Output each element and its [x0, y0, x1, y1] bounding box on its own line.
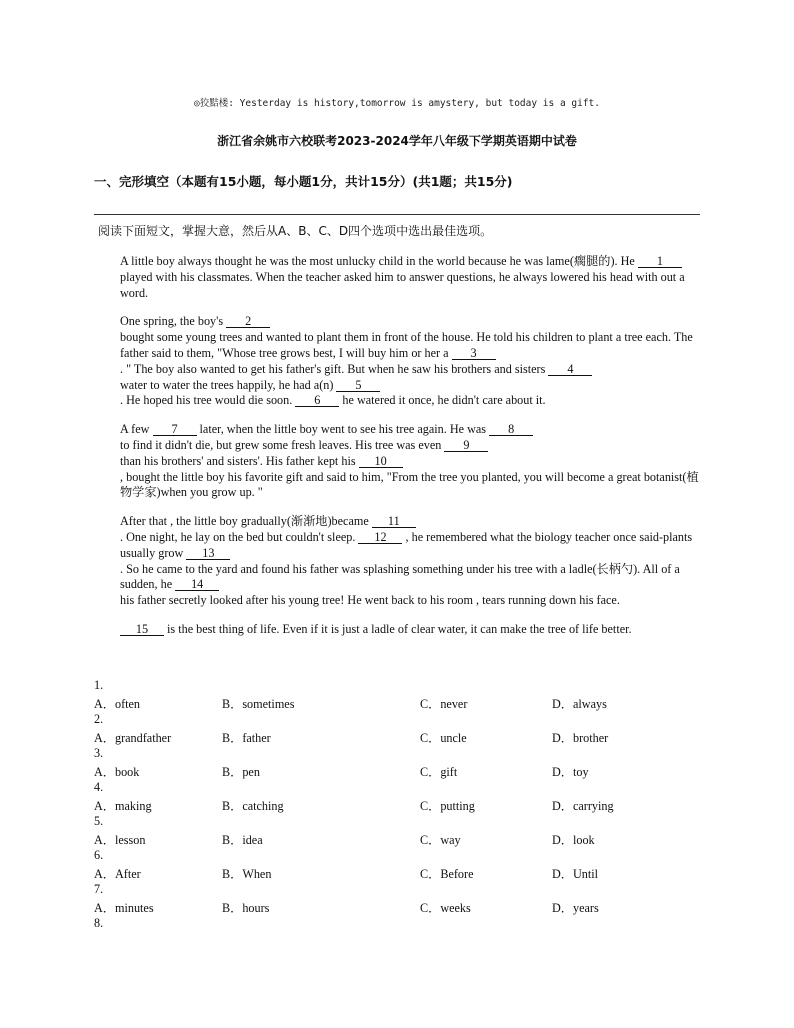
question-item: [94, 882, 700, 916]
answer-option[interactable]: A．After: [94, 867, 141, 881]
passage-text: his father secretly looked after his young tree! He went back to his room , tears running down his face.: [120, 593, 620, 608]
question-item: [94, 712, 700, 746]
instruction-text: 阅读下面短文，掌握大意，然后从A、B、C、D四个选项中选出最佳选项。: [98, 224, 493, 238]
passage-text: One spring, the boy's: [120, 314, 224, 329]
passage-text: A little boy always thought he was the most unlucky child in the world because he was lame(瘸腿的). He: [120, 254, 635, 268]
passage-text: , he remembered what the biology teacher once said-plants usually grow: [120, 529, 693, 560]
blank-2: 2: [226, 315, 270, 328]
question-item: [94, 678, 700, 712]
answer-option[interactable]: C．Before: [420, 867, 474, 881]
blank-11: 11: [372, 515, 416, 528]
answer-option[interactable]: D．brother: [552, 731, 609, 745]
answer-option[interactable]: C．way: [420, 833, 461, 847]
question-item: [94, 848, 700, 882]
passage-paragraph-5: [94, 622, 700, 638]
passage-text: . So he came to the yard and found his father was splashing something under his tree with a ladle(长柄勺). All of a sudden, he: [120, 561, 680, 592]
answer-option[interactable]: A．minutes: [94, 901, 154, 915]
answer-option[interactable]: C．never: [420, 697, 468, 711]
blank-12: 12: [358, 531, 402, 544]
answer-option[interactable]: D．always: [552, 697, 607, 711]
question-item: [94, 916, 700, 950]
answer-option[interactable]: D．carrying: [552, 799, 614, 813]
answer-option[interactable]: A．grandfather: [94, 731, 172, 745]
question-number: 1.: [94, 678, 104, 692]
question-number: 7.: [94, 882, 104, 896]
passage-text: bought some young trees and wanted to plant them in front of the house. He told his children to plant a tree each. The father said to them, "Whose tree grows best, I will buy him or her a: [120, 330, 693, 360]
passage-text: later, when the little boy went to see his tree again. He was: [199, 422, 487, 437]
blank-14: 14: [175, 578, 219, 591]
answer-option[interactable]: C．weeks: [420, 901, 471, 915]
question-item: [94, 746, 700, 780]
passage-text: played with his classmates. When the teacher asked him to answer questions, he always lowered his head with out a word.: [120, 269, 685, 300]
passage-text: , bought the little boy his favorite gift and said to him, "From the tree you planted, you will become a great botanist(植物学家)when you grow up. ": [120, 469, 699, 500]
exam-title: 浙江省余姚市六校联考2023-2024学年八年级下学期英语期中试卷: [217, 134, 577, 148]
cloze-passage: [94, 254, 700, 651]
question-number: 6.: [94, 848, 104, 862]
passage-text: . " The boy also wanted to get his father's gift. But when he saw his brothers and sisters: [120, 361, 546, 376]
passage-text: After that , the little boy gradually(渐渐地)became: [120, 514, 369, 529]
question-list: [94, 678, 700, 950]
blank-8: 8: [489, 423, 533, 436]
answer-option[interactable]: A．lesson: [94, 833, 146, 847]
question-number: 2.: [94, 712, 104, 726]
answer-option[interactable]: A．making: [94, 799, 152, 813]
answer-option[interactable]: B．hours: [222, 901, 270, 915]
passage-paragraph-3: [94, 422, 700, 501]
answer-option[interactable]: D．toy: [552, 765, 589, 779]
blank-7: 7: [153, 423, 197, 436]
answer-option[interactable]: C．uncle: [420, 731, 467, 745]
passage-text: than his brothers' and sisters'. His father kept his: [120, 453, 356, 468]
blank-3: 3: [452, 347, 496, 360]
question-number: 8.: [94, 916, 104, 930]
answer-option[interactable]: D．Until: [552, 867, 599, 881]
answer-option[interactable]: B．sometimes: [222, 697, 295, 711]
question-item: [94, 814, 700, 848]
section-heading: 一、完形填空（本题有15小题，每小题1分，共计15分）(共1题；共15分): [94, 174, 513, 189]
passage-text: . He hoped his tree would die soon.: [120, 393, 293, 408]
answer-option[interactable]: D．look: [552, 833, 595, 847]
blank-1: 1: [638, 255, 682, 268]
passage-paragraph-1: [94, 254, 700, 301]
blank-10: 10: [359, 455, 403, 468]
passage-text: water to water the trees happily, he had a(n): [120, 377, 334, 392]
blank-9: 9: [444, 439, 488, 452]
passage-paragraph-2: [94, 314, 700, 409]
question-number: 3.: [94, 746, 104, 760]
answer-option[interactable]: B．pen: [222, 765, 260, 779]
motto-line: ◎狡黠楼: Yesterday is history,tomorrow is amystery, but today is a gift.: [194, 98, 600, 109]
blank-15: 15: [120, 623, 164, 636]
passage-paragraph-4: [94, 514, 700, 609]
passage-text: . One night, he lay on the bed but couldn't sleep.: [120, 529, 356, 544]
answer-option[interactable]: B．father: [222, 731, 271, 745]
answer-option[interactable]: C．gift: [420, 765, 458, 779]
question-item: [94, 780, 700, 814]
answer-option[interactable]: A．book: [94, 765, 140, 779]
question-number: 4.: [94, 780, 104, 794]
answer-option[interactable]: A．often: [94, 697, 141, 711]
blank-4: 4: [548, 363, 592, 376]
blank-6: 6: [295, 394, 339, 407]
answer-option[interactable]: B．catching: [222, 799, 284, 813]
answer-option[interactable]: C．putting: [420, 799, 475, 813]
blank-13: 13: [186, 547, 230, 560]
answer-option[interactable]: B．When: [222, 867, 272, 881]
passage-text: is the best thing of life. Even if it is just a ladle of clear water, it can make the tree of life better.: [167, 621, 632, 636]
divider: [94, 214, 700, 215]
blank-5: 5: [336, 379, 380, 392]
passage-text: to find it didn't die, but grew some fresh leaves. His tree was even: [120, 437, 442, 452]
passage-text: he watered it once, he didn't care about it.: [342, 393, 546, 408]
question-number: 5.: [94, 814, 104, 828]
answer-option[interactable]: D．years: [552, 901, 599, 915]
answer-option[interactable]: B．idea: [222, 833, 263, 847]
passage-text: A few: [120, 422, 150, 437]
